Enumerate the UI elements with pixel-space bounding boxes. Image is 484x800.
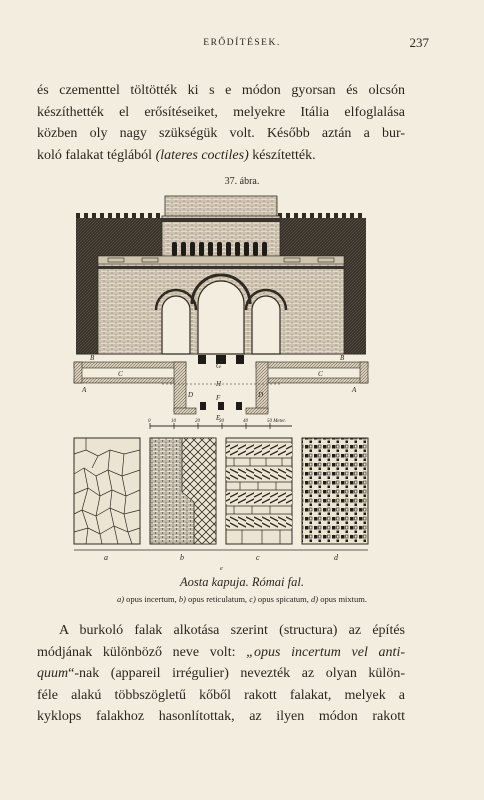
line-4-text: koló falakat téglából [37, 147, 156, 163]
caption-item-letter: b) [178, 594, 186, 604]
caption-item-text: opus reticulatum, [188, 594, 248, 604]
figure-caption-items [0, 594, 484, 604]
masonry-panels [74, 438, 368, 572]
caption-part-1: Aosta kapuja. [180, 575, 249, 589]
paragraph-2-line-2 [37, 642, 405, 664]
panel-mark: e [220, 566, 223, 572]
figure-caption-title [0, 575, 484, 590]
latin-term: „opus incertum vel anti- [246, 644, 405, 660]
paragraph-1-line-4 [37, 145, 405, 167]
plan-letter: B [340, 354, 345, 362]
caption-part-2: Római fal. [251, 575, 304, 589]
plan-letter: F [216, 394, 221, 402]
gate-elevation [76, 196, 366, 354]
line-3-text: “-nak (appareil irrégulier) nevezték az olyan külön- [68, 666, 405, 681]
gate-ground-plan [74, 354, 368, 422]
plan-letter: D [188, 391, 194, 399]
paragraph-1 [37, 80, 405, 166]
paragraph-1-line-2: készíthették el erősítéseiket, melyekre Itália elfoglalása [37, 104, 405, 120]
panel-letter: d [334, 553, 338, 562]
scale-bar [148, 419, 292, 429]
figure-label: 37. ábra. [224, 176, 260, 187]
scale-number: 50 Meter. [267, 419, 286, 424]
latin-term: quum [37, 666, 69, 681]
paragraph-2-line-4: féle alakú többszögletű kőből rakott falakat, melyek a [37, 687, 405, 703]
plan-letter: A [82, 386, 87, 394]
latin-term: (lateres coctiles) [155, 147, 249, 163]
running-head [0, 35, 484, 54]
paragraph-2-line-1: A burkoló falak alkotása szerint (structura) az építés [59, 623, 405, 638]
scale-number: 20 [195, 419, 200, 424]
caption-item-letter: d) [311, 594, 319, 604]
panel-letter: c [256, 553, 260, 562]
plan-letter: G [216, 362, 222, 370]
figure-aosta-gate [70, 192, 370, 572]
caption-item-text: opus mixtum. [320, 594, 368, 604]
plan-letter: C [118, 370, 123, 378]
plan-letter: A [352, 386, 357, 394]
scale-number: 0 [148, 419, 151, 424]
paragraph-1-line-3: közben oly nagy szükségük volt. Később aztán a bur- [37, 126, 405, 141]
line-4-end: készítették. [248, 147, 316, 163]
caption-item-text: opus spicatum, [257, 594, 309, 604]
running-title: ERŐDÍTÉSEK. [203, 38, 281, 48]
page-number: 237 [409, 35, 429, 50]
caption-item-text: opus incertum, [126, 594, 177, 604]
caption-item-letter: a) [116, 594, 125, 604]
scale-number: 30 [219, 419, 224, 424]
panel-letter: b [180, 553, 184, 562]
paragraph-2-line-5: kyklops falakhoz hasonlítottak, az ilyen módon rakott [37, 709, 405, 724]
panel-letter: a [104, 553, 108, 562]
plan-letter: D [258, 391, 264, 399]
paragraph-1-line-1: és czementtel töltötték ki s e módon gyorsan és olcsón [37, 83, 405, 98]
plan-letter: C [318, 370, 323, 378]
plan-letter: H [216, 380, 222, 388]
scale-number: 40 [243, 419, 248, 424]
caption-item-letter: c) [249, 594, 256, 604]
scale-number: 10 [171, 419, 176, 424]
paragraph-2-line-3 [37, 663, 405, 685]
line-2-text: módjának különböző neve volt: [37, 644, 247, 660]
plan-letter: B [90, 354, 95, 362]
paragraph-2 [37, 620, 405, 728]
plan-letter: E [216, 414, 221, 422]
